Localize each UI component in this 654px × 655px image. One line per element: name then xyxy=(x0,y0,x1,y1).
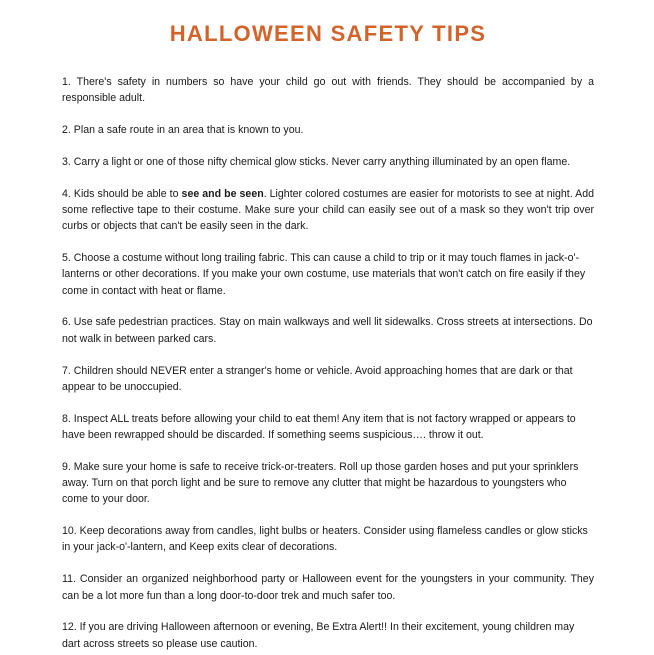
tip-2: 2. Plan a safe route in an area that is known to you. xyxy=(62,124,304,137)
tip-4-lead: 4. Kids should be able to xyxy=(62,187,182,200)
tip-5: 5. Choose a costume without long trailing fabric. This can cause a child to trip or it may touch flames in jack-o'-lanterns or other decorations. If you make your own costume, use materials that won't catch on fire easily if they come in contact with heat or flame. xyxy=(62,252,586,297)
tip-4-rest: . Lighter colored costumes are easier for motorists to see at night. Add some reflective tape to their costume. Make sure your child can easily see out of a mask so they won't trip over curbs or objects that can't be easily seen in the dark. xyxy=(62,187,594,233)
tip-9: 9. Make sure your home is safe to receive trick-or-treaters. Roll up those garden hoses and put your sprinklers away. Turn on that porch light and be sure to remove any clutter that might be hazardous to youngsters who come to your door. xyxy=(62,460,579,506)
tip-7: 7. Children should NEVER enter a stranger's home or vehicle. Avoid approaching homes that are dark or that appear to be unoccupied. xyxy=(62,364,573,393)
tip-11: 11. Consider an organized neighborhood party or Halloween event for the youngsters in your community. They can be a lot more fun than a long door-to-door trek and much safer too. xyxy=(62,573,594,602)
tip-12: 12. If you are driving Halloween afternoon or evening, Be Extra Alert!! In their excitement, young children may dart across streets so please use caution. xyxy=(62,621,575,650)
tip-6: 6. Use safe pedestrian practices. Stay on main walkways and well lit sidewalks. Cross streets at intersections. Do not walk in between parked cars. xyxy=(62,316,593,345)
page-title: HALLOWEEN SAFETY TIPS xyxy=(169,21,487,46)
tip-10: 10. Keep decorations away from candles, light bulbs or heaters. Consider using flameless candles or glow sticks in your jack-o'-lantern, and Keep exits clear of decorations. xyxy=(62,525,588,554)
tip-1: 1. There's safety in numbers so have your child go out with friends. They should be accompanied by a responsible adult. xyxy=(62,76,594,105)
tip-8: 8. Inspect ALL treats before allowing your child to eat them! Any item that is not factory wrapped or appears to have been rewrapped should be discarded. If something seems suspicious…. throw it out. xyxy=(62,412,576,441)
tip-4-emphasis: see and be seen xyxy=(181,187,264,200)
tip-3: 3. Carry a light or one of those nifty chemical glow sticks. Never carry anything illuminated by an open flame. xyxy=(62,155,571,168)
tip-4 xyxy=(62,186,594,235)
